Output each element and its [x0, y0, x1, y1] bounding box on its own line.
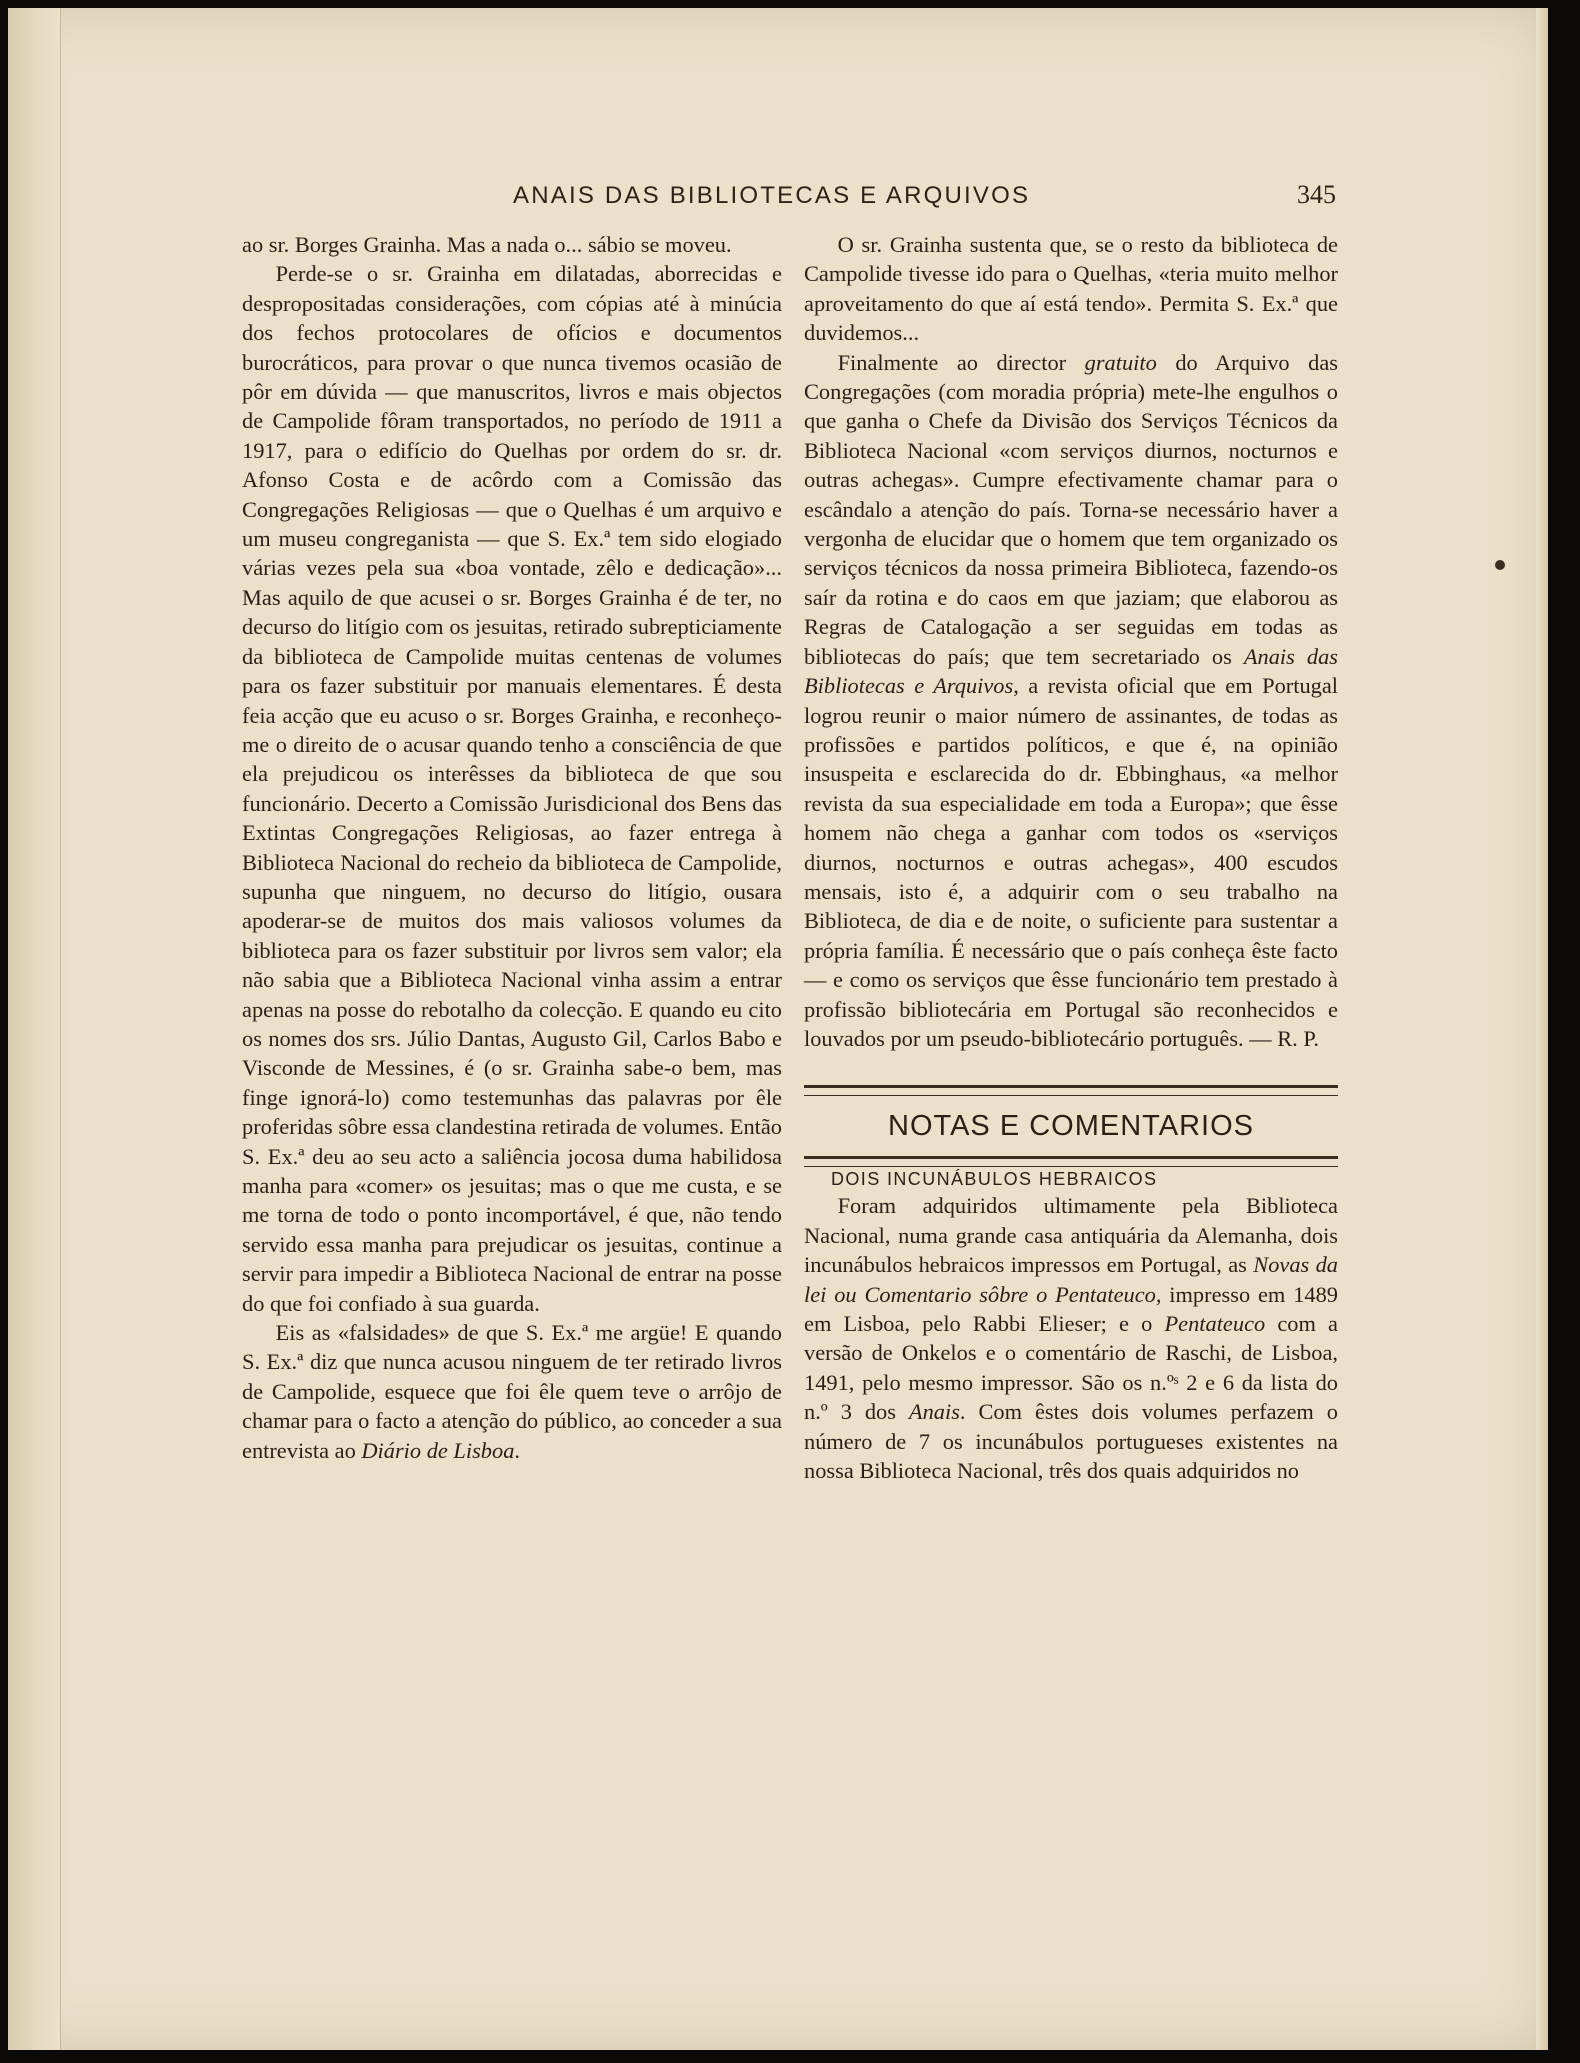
left-column — [242, 230, 782, 1465]
italic-gratuito: gratuito — [1084, 349, 1157, 375]
scanned-page — [8, 8, 1548, 2050]
italic-novas-da-lei: Novas da lei ou Comentario sôbre o Pentateuco — [804, 1252, 1339, 1307]
right-p3-text-4: . Com êstes dois volumes perfazem o número de 7 os incunábulos portugueses existentes na nossa Biblioteca Nacional, três dos quais adquiridos no — [804, 1399, 1338, 1484]
right-paragraph-3 — [804, 1191, 1338, 1485]
diario-de-lisboa-title: Diário de Lisboa — [361, 1437, 515, 1463]
left-paragraph-3 — [242, 1318, 782, 1465]
page-fold-shadow — [8, 8, 61, 2050]
notas-section — [804, 1085, 1338, 1167]
right-p3-text-2: , impresso em 1489 em Lisboa, pelo Rabbi Elieser; e o — [804, 1281, 1338, 1336]
subheading: DOIS INCUNÁBULOS HEBRAICOS — [831, 1169, 1158, 1190]
left-paragraph-2: Perde-se o sr. Grainha em dilatadas, aborrecidas e despropositadas considerações, com cópias até à minúcia dos fechos protocolares de ofícios e documentos burocráticos, para provar o que nunca tivemos ocasião de pôr em dúvida — que manuscritos, livros e mais objectos de Campolide fôram transportados, no período de 1911 a 1917, para o edifício do Quelhas por ordem do sr. dr. Afonso Costa e de acôrdo com a Comissão das Congregações Religiosas — que o Quelhas é um arquivo e um museu congreganista — que S. Ex.ª tem sido elogiado várias vezes pela sua «boa vontade, zêlo e dedicação»... Mas aquilo de que acusei o sr. Borges Grainha é de ter, no decurso do litígio com os jesuitas, retirado subrepticiamente da biblioteca de Campolide muitas centenas de volumes para os fazer substituir por manuais elementares. É desta feia acção que eu acuso o sr. Borges Grainha, e reconheço-me o direito de o acusar quando tenho a consciência de que ela prejudicou os interêsses da biblioteca de que sou funcionário. Decerto a Comissão Jurisdicional dos Bens das Extintas Congregações Religiosas, ao fazer entrega à Biblioteca Nacional do recheio da biblioteca de Campolide, supunha que ninguem, no decurso do litígio, ousara apoderar-se de muitos dos mais valiosos volumes da biblioteca para os fazer substituir por livros sem valor; ela não sabia que a Biblioteca Nacional vinha assim a entrar apenas na posse do rebotalho da colecção. E quando eu cito os nomes dos srs. Júlio Dantas, Augusto Gil, Carlos Babo e Visconde de Messines, é (o sr. Grainha sabe-o bem, mas finge ignorá-lo) como testemunhas das palavras por êle proferidas sôbre essa clandestina retirada de volumes. Então S. Ex.ª deu ao seu acto a saliência jocosa duma habilidosa manha para «comer» os jesuitas; mas o que me custa, e se me torna de todo o ponto incomportável, é que, não tendo servido essa manha para prejudicar os jesuitas, continue a servir para impedir a Biblioteca Nacional de entrar na posse do que foi confiado à sua guarda. — [242, 261, 782, 1316]
running-title: ANAIS DAS BIBLIOTECAS E ARQUIVOS — [513, 182, 1031, 209]
italic-anais-title: Anais das Bibliotecas e Arquivos — [804, 643, 1338, 699]
right-p3-text-3: com a versão de Onkelos e o comentário de Raschi, de Lisboa, 1491, pelo mesmo impressor. São os n.ºˢ 2 e 6 da lista do n.º 3 dos — [804, 1311, 1338, 1425]
italic-anais: Anais — [908, 1399, 960, 1425]
left-paragraph-1: ao sr. Borges Grainha. Mas a nada o... sábio se moveu. — [242, 232, 732, 257]
right-p2-text-2: do Arquivo das Congregações (com moradia própria) mete-lhe engulhos o que ganha o Chefe da Divisão dos Serviços Técnicos da Biblioteca Nacional «com serviços diurnos, nocturnos e outras achegas». Cumpre efectivamente chamar para o escândalo a atenção do país. Torna-se necessário haver a vergonha de elucidar que o homem que tem organizado os serviços técnicos da nossa primeira Biblioteca, fazendo-os saír da rotina e do caos em que jaziam; que elaborou as Regras de Catalogação a ser seguidas em todas as bibliotecas do país; que tem secretariado os — [804, 349, 1338, 669]
right-p3-text-1: Foram adquiridos ultimamente pela Biblioteca Nacional, numa grande casa antiquária da Alemanha, dois incunábulos hebraicos impressos em Portugal, as — [804, 1193, 1338, 1278]
section-rule-top — [804, 1085, 1338, 1096]
page-header — [248, 176, 1338, 216]
page-right-edge — [1536, 8, 1548, 2050]
italic-pentateuco: Pentateuco — [1164, 1311, 1266, 1336]
left-p3-text-2: . — [514, 1437, 521, 1463]
ink-spot — [1495, 560, 1505, 570]
right-paragraph-2 — [804, 348, 1338, 1054]
section-rule-bottom — [804, 1156, 1338, 1167]
right-p2-text-1: Finalmente ao director — [837, 349, 1085, 375]
left-p3-text-1: Eis as «falsidades» de que S. Ex.ª me argüe! E quando S. Ex.ª diz que nunca acusou ninguem de ter retirado livros de Campolide, esquece que foi êle quem teve o arrôjo de chamar para o facto a atenção do público, ao conceder a sua entrevista ao — [242, 1320, 782, 1463]
page-number: 345 — [1297, 180, 1336, 209]
right-column — [804, 230, 1338, 1485]
section-title: NOTAS E COMENTARIOS — [888, 1110, 1254, 1143]
right-paragraph-1: O sr. Grainha sustenta que, se o resto da biblioteca de Campolide tivesse ido para o Quelhas, «teria muito melhor aproveitamento do que aí está tendo». Permita S. Ex.ª que duvidemos... — [804, 232, 1338, 346]
right-p2-text-3: , a revista oficial que em Portugal logrou reunir o maior número de assinantes, de todas as profissões e partidos políticos, e que é, na opinião insuspeita e esclarecida do dr. Ebbinghaus, «a melhor revista da sua especialidade em toda a Europa»; que êsse homem não chega a ganhar com todos os «serviços diurnos, nocturnos e outras achegas», 400 escudos mensais, isto é, a adquirir com o seu trabalho na Biblioteca, de dia e de noite, o suficiente para sustentar a própria família. É necessário que o país conheça êste facto — e como os serviços que êsse funcionário tem prestado à profissão bibliotecária em Portugal são reconhecidos e louvados por um pseudo-bibliotecário português. — R. P. — [804, 673, 1339, 1051]
